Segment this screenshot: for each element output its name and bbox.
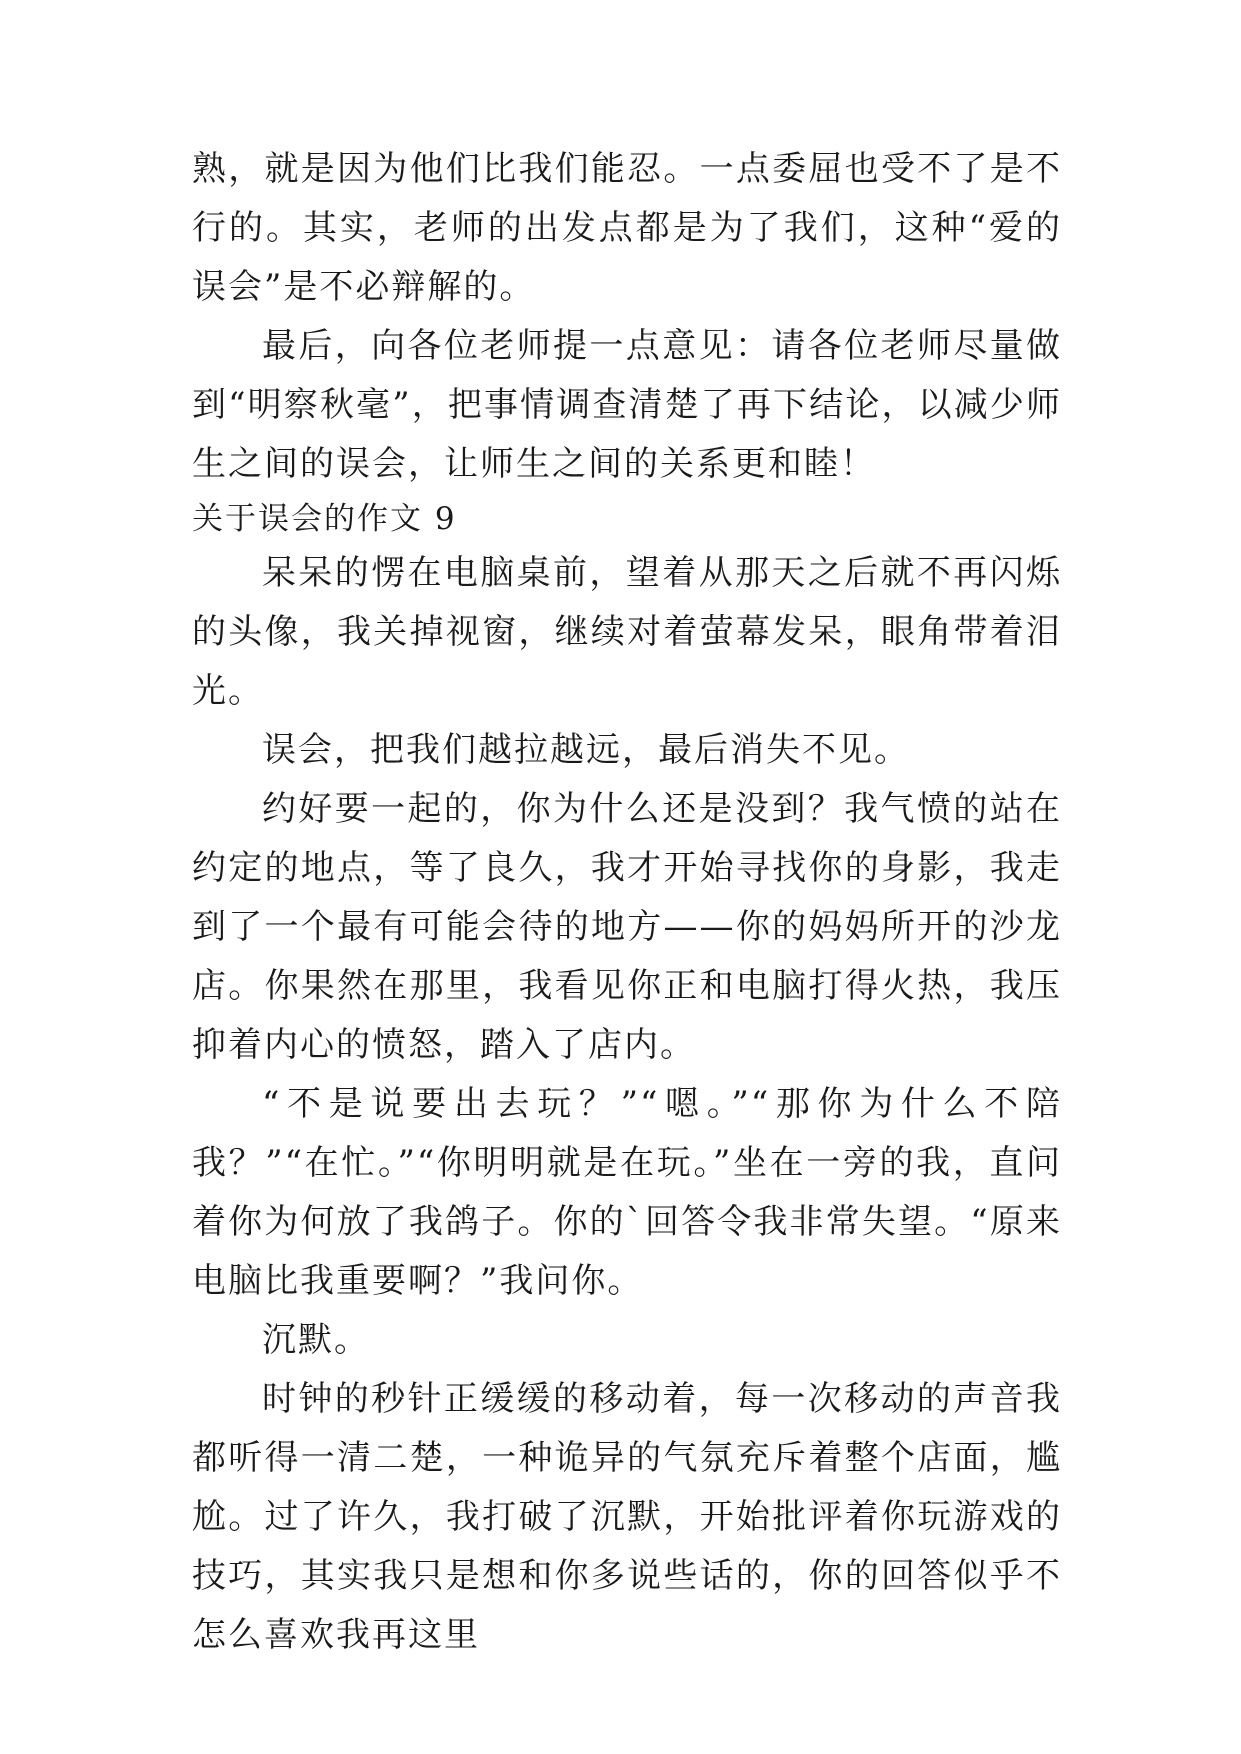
section-heading: 关于误会的作文 9 (192, 501, 457, 537)
paragraph: 误会，把我们越拉越远，最后消失不见。 (262, 730, 910, 770)
document-page (192, 140, 1062, 1665)
paragraph: 约好要一起的，你为什么还是没到？我气愤的站在约定的地点，等了良久，我才开始寻找你的身影，我走到了一个最有可能会待的地方——你的妈妈所开的沙龙店。你果然在那里，我看见你正和电脑打得火热，我压抑着内心的愤怒，踏入了店内。 (192, 789, 1062, 1065)
paragraph: 熟，就是因为他们比我们能忍。一点委屈也受不了是不行的。其实，老师的出发点都是为了我们，这种“爱的误会”是不必辩解的。 (192, 149, 1062, 307)
paragraph: “不是说要出去玩？”“嗯。”“那你为什么不陪我？”“在忙。”“你明明就是在玩。”坐在一旁的我，直问着你为何放了我鸽子。你的`回答令我非常失望。“原来电脑比我重要啊？”我问你。 (192, 1084, 1062, 1301)
paragraph: 沉默。 (262, 1320, 370, 1360)
paragraph: 呆呆的愣在电脑桌前，望着从那天之后就不再闪烁的头像，我关掉视窗，继续对着萤幕发呆，眼角带着泪光。 (192, 553, 1062, 711)
paragraph: 最后，向各位老师提一点意见：请各位老师尽量做到“明察秋毫”，把事情调查清楚了再下结论，以减少师生之间的误会，让师生之间的关系更和睦！ (192, 326, 1062, 484)
paragraph: 时钟的秒针正缓缓的移动着，每一次移动的声音我都听得一清二楚，一种诡异的气氛充斥着整个店面，尴尬。过了许久，我打破了沉默，开始批评着你玩游戏的技巧，其实我只是想和你多说些话的，你的回答似乎不怎么喜欢我再这里 (192, 1379, 1062, 1655)
